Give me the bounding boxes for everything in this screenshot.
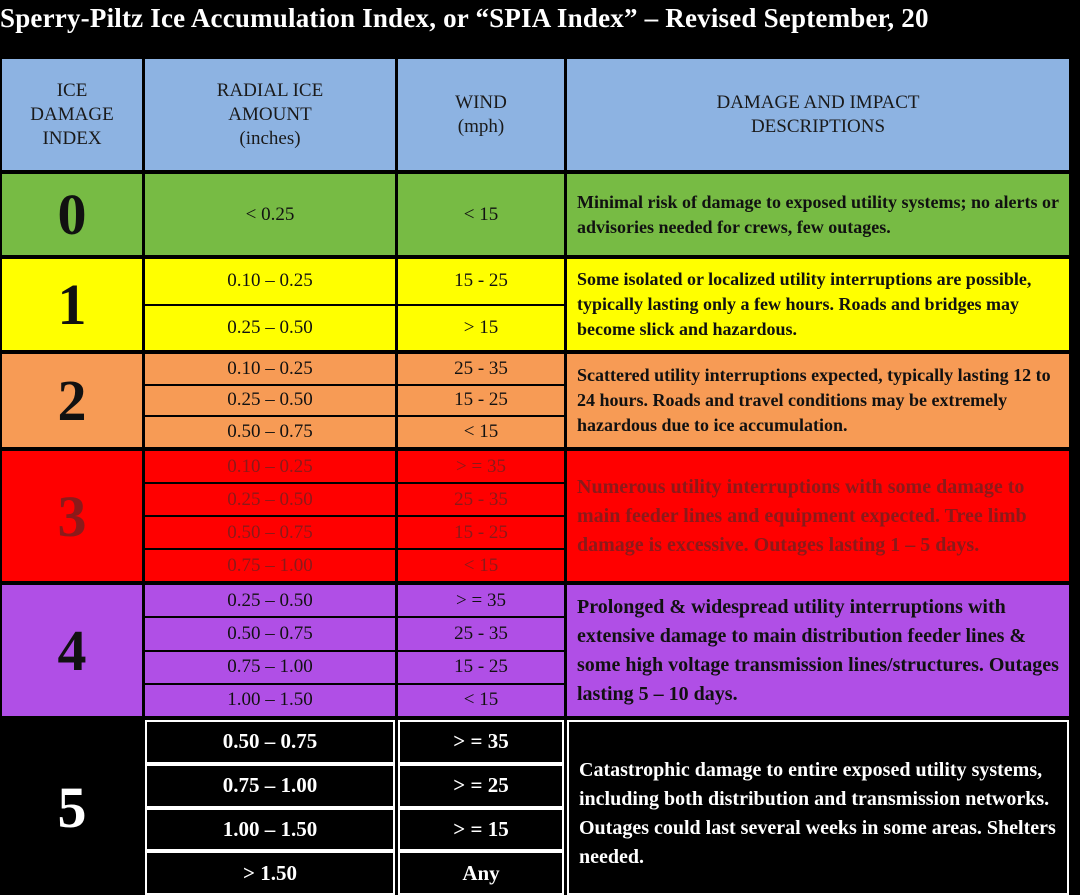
level-index-4: 4 bbox=[2, 585, 142, 716]
header-index-line: DAMAGE bbox=[30, 103, 114, 125]
header-ice-line: (inches) bbox=[239, 127, 301, 149]
page-title: Sperry-Piltz Ice Accumulation Index, or “SPIA Index” – Revised September, 20 bbox=[0, 3, 929, 33]
level-description-1: Some isolated or localized utility interruptions are possible, typically lasting only a few hours. Roads and bridges may become slick and hazardous. bbox=[567, 259, 1069, 350]
header-index-line: ICE bbox=[56, 79, 88, 101]
ice-value: 0.50 – 0.75 bbox=[145, 720, 395, 764]
wind-value: Any bbox=[398, 851, 564, 895]
level-description-2: Scattered utility interruptions expected, typically lasting 12 to 24 hours. Roads and travel conditions may be extremely hazardous due to ice accumulation. bbox=[567, 354, 1069, 447]
wind-value: < 15 bbox=[398, 174, 564, 255]
header-wind bbox=[398, 59, 564, 170]
ice-value: 0.75 – 1.00 bbox=[145, 550, 395, 581]
wind-value: 25 - 35 bbox=[398, 354, 564, 384]
header-index-line: INDEX bbox=[42, 127, 102, 149]
wind-value: > = 35 bbox=[398, 451, 564, 482]
ice-value: 0.75 – 1.00 bbox=[145, 652, 395, 683]
wind-value: 25 - 35 bbox=[398, 484, 564, 515]
level-index-0: 0 bbox=[2, 174, 142, 255]
ice-value: 0.50 – 0.75 bbox=[145, 417, 395, 447]
ice-value: < 0.25 bbox=[145, 174, 395, 255]
wind-value: 15 - 25 bbox=[398, 259, 564, 304]
level-index-1: 1 bbox=[2, 259, 142, 350]
wind-value: 15 - 25 bbox=[398, 652, 564, 683]
wind-value: 15 - 25 bbox=[398, 517, 564, 548]
ice-value: 0.50 – 0.75 bbox=[145, 517, 395, 548]
ice-value: 0.10 – 0.25 bbox=[145, 451, 395, 482]
header-desc-line: DAMAGE AND IMPACT bbox=[716, 91, 920, 113]
wind-value: < 15 bbox=[398, 685, 564, 716]
level-description-3: Numerous utility interruptions with some damage to main feeder lines and equipment expected. Tree limb damage is excessive. Outages lasting 1 – 5 days. bbox=[567, 451, 1069, 581]
spia-table bbox=[0, 57, 1071, 895]
wind-value: > = 25 bbox=[398, 764, 564, 808]
title-bar bbox=[0, 0, 1080, 44]
ice-value: > 1.50 bbox=[145, 851, 395, 895]
ice-value: 0.10 – 0.25 bbox=[145, 354, 395, 384]
header-index bbox=[2, 59, 142, 170]
ice-value: 0.25 – 0.50 bbox=[145, 306, 395, 351]
level-description-0: Minimal risk of damage to exposed utility systems; no alerts or advisories needed for crews, few outages. bbox=[567, 174, 1069, 255]
header-wind-line: (mph) bbox=[457, 115, 505, 137]
header-desc bbox=[567, 59, 1069, 170]
ice-value: 1.00 – 1.50 bbox=[145, 808, 395, 852]
level-index-2: 2 bbox=[2, 354, 142, 447]
wind-value: > 15 bbox=[398, 306, 564, 351]
wind-value: < 15 bbox=[398, 417, 564, 447]
header-desc-line: DESCRIPTIONS bbox=[750, 115, 886, 137]
ice-value: 0.50 – 0.75 bbox=[145, 618, 395, 649]
header-ice bbox=[145, 59, 395, 170]
wind-value: > = 15 bbox=[398, 808, 564, 852]
ice-value: 0.25 – 0.50 bbox=[145, 386, 395, 416]
wind-value: > = 35 bbox=[398, 720, 564, 764]
ice-value: 0.10 – 0.25 bbox=[145, 259, 395, 304]
header-wind-line: WIND bbox=[455, 91, 507, 113]
level-index-5: 5 bbox=[2, 720, 142, 895]
wind-value: 25 - 35 bbox=[398, 618, 564, 649]
ice-value: 0.25 – 0.50 bbox=[145, 484, 395, 515]
ice-value: 1.00 – 1.50 bbox=[145, 685, 395, 716]
header-ice-line: RADIAL ICE bbox=[216, 79, 324, 101]
ice-value: 0.75 – 1.00 bbox=[145, 764, 395, 808]
level-description-4: Prolonged & widespread utility interruptions with extensive damage to main distribution feeder lines & some high voltage transmission lines/structures. Outages lasting 5 – 10 days. bbox=[567, 585, 1069, 716]
header-ice-line: AMOUNT bbox=[228, 103, 312, 125]
ice-value: 0.25 – 0.50 bbox=[145, 585, 395, 616]
wind-value: < 15 bbox=[398, 550, 564, 581]
wind-value: > = 35 bbox=[398, 585, 564, 616]
wind-value: 15 - 25 bbox=[398, 386, 564, 416]
level-index-3: 3 bbox=[2, 451, 142, 581]
level-description-5: Catastrophic damage to entire exposed utility systems, including both distribution and transmission networks. Outages could last several weeks in some areas. Shelters needed. bbox=[567, 720, 1069, 895]
